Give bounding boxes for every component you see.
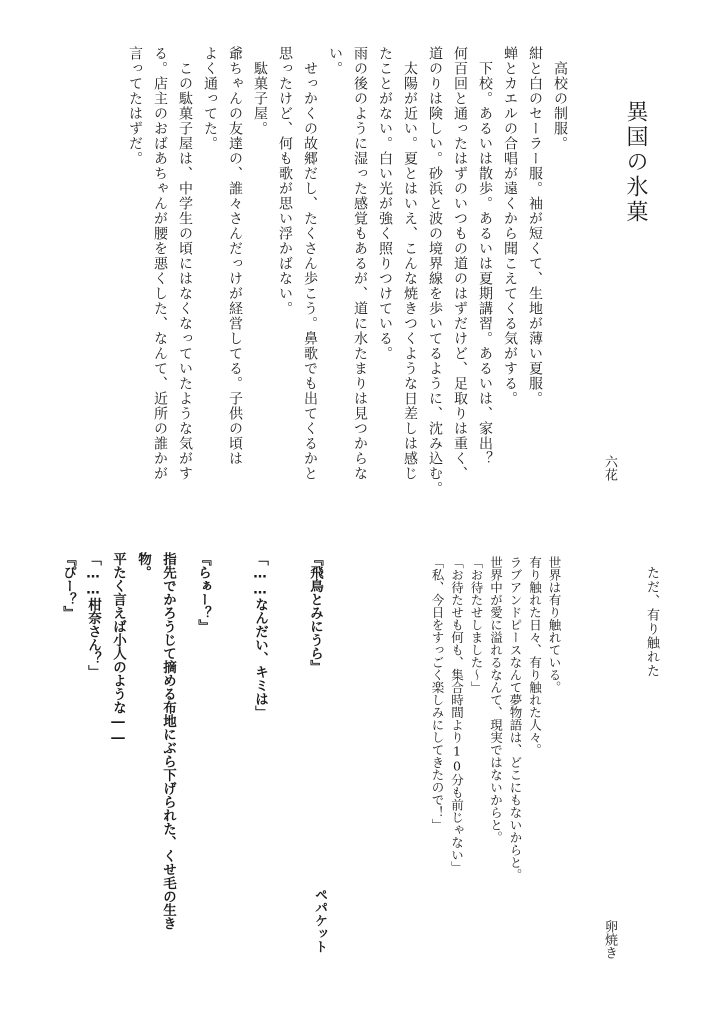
story1-author: 六花 — [602, 455, 617, 481]
story2-body — [428, 556, 565, 886]
story1-line: い。 — [327, 46, 343, 76]
story3-line: 『らぁー？』 — [195, 552, 211, 633]
story3-body — [55, 552, 327, 982]
story3-line: 「……柑奈さん？」 — [85, 552, 101, 679]
story2-author: 卵焼き — [602, 920, 617, 959]
story1-line: 爺ちゃんの友達の、誰々さんだっけが経営してる。子供の頃は — [227, 46, 243, 466]
story3-line: 平たく言えば小人のような―― — [110, 552, 126, 746]
story2-line: 世界中が愛に溢れるなんて、現実ではないからと。 — [488, 556, 504, 844]
story3-line: 『ぴー？』 — [60, 552, 76, 620]
story1-line: 言ってたはずだ。 — [127, 46, 143, 166]
story1-line: 高校の制服。 — [552, 46, 568, 151]
story2-line: 「お待たせしました〜」 — [469, 556, 484, 694]
story1-line: 蝉とカエルの合唱が遠くから聞こえてくる気がする。 — [502, 46, 518, 406]
story2-line: 有り触れた日々、有り触れた人々。 — [527, 556, 543, 756]
story1-line: この駄菓子屋は、中学生の頃にはなくなっていたような気がす — [177, 46, 193, 481]
story1-line: 下校。あるいは散歩。あるいは夏期講習。あるいは、家出？ — [477, 46, 493, 466]
story1-line: 雨の後のように湿った感覚もあるが、道に水たまりは見つからな — [352, 46, 368, 481]
story1-line: る。店主のおばあちゃんが腰を悪くした、なんて、近所の誰かが — [152, 46, 168, 481]
story3-spacer — [215, 552, 247, 982]
story1-line: 何百回と通ったはずのいつもの道のはずだけど、足取りは重く、 — [452, 46, 468, 481]
story1-title: 異国の氷菓 — [623, 100, 648, 225]
story1-line: たことがない。白い光が強く照りつけている。 — [377, 46, 393, 361]
story1-line: 紺と白のセーラー服。袖が短くて、生地が薄い夏服。 — [527, 46, 543, 406]
story3-line: 『飛鳥とみにうら』 — [307, 552, 323, 674]
story3-spacer — [180, 552, 190, 982]
story2-line: 「私、今日をすっごく楽しみにしてきたので！」 — [430, 556, 445, 831]
story1-line: 太陽が近い。夏とはいえ、こんな焼きつくような日差しは感じ — [402, 46, 418, 481]
story3-line: 指先でかろうじて摘める布地にぶら下げられた、くせ毛の生き — [160, 552, 176, 930]
story3-line: 物。 — [135, 552, 151, 579]
story3-spacer — [272, 552, 302, 982]
story1-line: 駄菓子屋。 — [252, 46, 268, 136]
story3-line: 「……なんだい、キミは」 — [252, 552, 268, 719]
story1-line: よく通ってた。 — [202, 46, 218, 151]
story1-body — [122, 46, 572, 536]
story1-line: 道のりは険しい。砂浜と波の境界線を歩いてるように、沈み込む。 — [427, 46, 443, 496]
story2-line: ラブアンドピースなんて夢物語は、どこにもないからと。 — [508, 556, 523, 881]
story1-line: 思ったけど、何も歌が思い浮かばない。 — [277, 46, 293, 316]
story2-line: 世界は有り触れている。 — [547, 556, 562, 694]
story2-line: 「お待たせも何も、集合時間より10分も前じゃない」 — [449, 556, 465, 874]
story2-title: ただ、有り触れた — [644, 566, 659, 678]
story3-author: ペパケット — [312, 888, 327, 953]
story1-line: せっかくの故郷だし、たくさん歩こう。鼻歌でも出てくるかと — [302, 46, 318, 481]
